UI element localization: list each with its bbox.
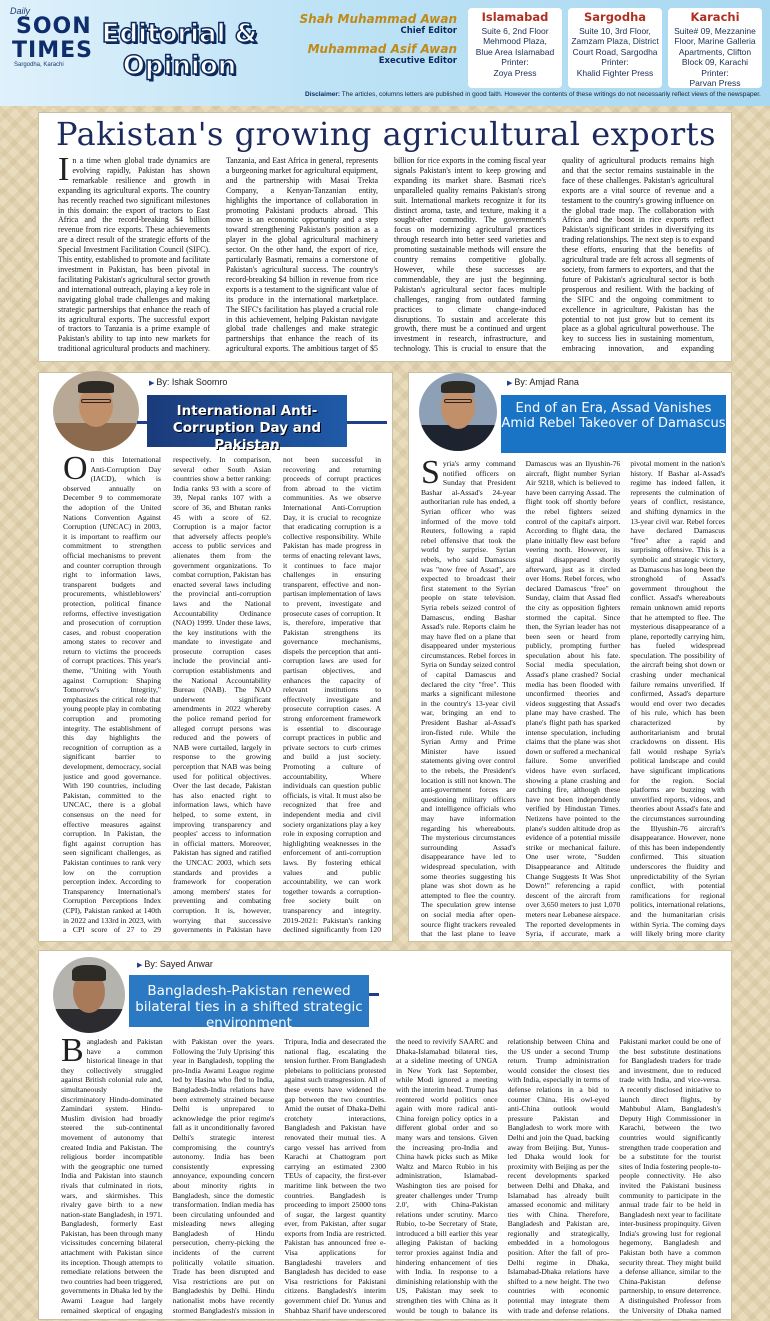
office-address-line: Block 09, Karachi [681,57,749,67]
dropcap: S [421,459,440,491]
office-islamabad [468,8,562,88]
author-photo-anwar [53,957,125,1033]
article-text: yria's army command notified officers on Sunday that President Bashar al-Assad's 24-year authoritarian rule has ended, a Syrian officer who was informed of the move told Reuters, following a rapid rebel offensive that took the world by surprise. Syrian rebels, who said Damascus was "now free of Assad", are expected to broadcast their first statement to the Syrian people on state television. Syria rebels seized control of Damascus, ending Bashar Assad's rule. Reports claim he may have fled on a plane that disappeared under mysterious circumstances. Rebel forces in Syria on Sunday seized control of capital Damascus and declared the city "free". This marks a significant milestone in the country's 13-year civil war, bringing an end to President Bashar al-Assad's iron-fisted rule. While the Syrian Army and Prime Minister have issued statements giving over control to the rebels, the President's location is still not known. The anti-government forces are questioning military officers and intelligence officials who may have information regarding his whereabouts. The mysterious circumstances surrounding Assad's disappearance have led to widespread speculation, with some theories suggesting his plane was shot down as he attempted to flee the country. The speculation grew intense on social media after open-source flight trackers revealed that the last plane to leave Damascus was an Ilyushin-76 aircraft, flight number Syrian Air 9218, which is believed to have been carrying Assad. The flight took off shortly before the rebel fighters seized control of the capital's airport. According to flight data, the plane initially flew east before veering north. However, its signal disappeared shortly afterward, just as it circled over Homs. Rebel forces, who declared Damascus "free" on Sunday, claim that Assad fled the city as opposition fighters stormed the capital. Since then, the Syrian leader has not been seen or heard from publicly, prompting further speculation about his fate. Social media speculation, Assad's plane crashed? Social media has been flooded with unconfirmed theories and videos suggesting that Assad's plane may have crashed. The plane's flight path has sparked intense speculation, including claims that the plane was shot down or suffered a mechanical failure. Some unverified videos have even surfaced, showing a plane crashing and catching fire, although these have not been independently verified by Hindustan Times. Netizens have pointed to the plane's sudden altitude drop as evidence of a potential missile strike or mechanical failure. One user wrote, "Sudden Disappearance and Altitude Change Suggests It Was Shot Down!" referencing a rapid descent of the aircraft from over 3,650 meters to just 1,070 meters near Lebanese airspace. The reported developments in Syria, if accurate, mark a pivotal moment in the nation's history. If Bashar al-Assad's regime has indeed fallen, it represents the culmination of years of conflict, resistance, and shifting dynamics in the 13-year civil war. Rebel forces have declared Damascus "free" after a rapid and surprising offensive. This is a symbolic and strategic victory, as Damascus has long been the stronghold of Assad's government throughout the conflict. Assad's whereabouts remain unknown amid reports that he attempted to flee. The mysterious disappearance of a plane, reportedly carrying him, has fueled widespread speculation. The possibility of the aircraft being shot down or crashing under mechanical failure remains unverified. If confirmed, Assad's departure would end over two decades of his rule, which has been characterized by authoritarianism and brutal crackdowns on dissent. His fall would reshape Syria's political landscape and could have significant implications for the region. Social platforms are buzzing with unverified reports, videos, and theories about Assad's fate and the circumstances surrounding the Illyushin-76 aircraft's disappearance. However, none of this has been independently confirmed. This situation underscores the fluidity and unpredictability of the Syrian conflict, with potential ramifications for regional politics, international relations, and the humanitarian crisis within Syria. The coming days will likely bring more clarity [421,459,725,939]
editor-credits [282,12,457,72]
office-list [468,8,762,88]
office-address-line: Printer: [601,57,629,67]
office-address-line: Court Road, Sargodha [572,46,658,57]
photo-shirt [53,423,139,451]
article-text: n this International Anti-Corruption Day (IACD), which is observed annually on December 9 to commemorate the adoption of the United Nations Convention Against Corruption (UNCAC) in 2003, it is important to reaffirm our commitment to strengthen official mechanisms to prevent and counter corruption through right to information laws, transparent budgets and procurements, whistleblowers' protection, political finance reforms, effective investigation and prosecution of corruption cases, and robust cooperation among states to recover and return to victims the proceeds of corrupt practices. This year's theme, "Uniting with Youth against Corruption: Shaping Tomorrow's Integrity," emphasizes the critical role that young people play in combating corruption and promoting integrity. The establishment of this day highlights the recognition of corruption as a significant barrier to development, democracy, social justice and good governance. With 190 countries, including Pakistan, committed to the UNCAC, there is a global consensus on the need for effective measures against corruption. In Pakistan, the fight against corruption has seen significant challenges, as Pakistan continues to rank very low on the corruption perception index. According to Transparency International's Corruption Perceptions Index (CPI), Pakistan ranked at 140th in 2022 and 133rd in 2023, with a CPI score of 27 to 29 respectively. In comparison, several other South Asian countries show a better ranking: India ranks 93 with a score of 39, Nepal ranks 107 with a score of 36, and Bhutan ranks 45 with a score of 62. Corruption is a major factor that adversely affects people's access to public services and alienates them from the government organizations. To combat corruption, Pakistan has enacted several laws including the provincial anti-corruption laws and the National Accountability Ordinance (NAO) 1999. Under these laws, the key institutions with the mandate to investigate and prosecute corruption cases include the provincial anti-corruption establishments and the National Accountability Bureau (NAB). The NAO underwent significant amendments in 2022 whereby the police remand period for alleged corrupt persons was reduced and the powers of NAB were curtailed, largely in response to the growing perception that NAB was being used for political objectives. Over the last decade, Pakistan has also enacted right to information laws, which have helped, to some extent, in improving transparency and peoples' access to information in official matters. Moreover, Pakistan has signed and ratified the UNCAC 2003, which sets standards and provides a framework for cooperation among members' states for preventing and combating corruption. It is, however, worrying that successive governments in Pakistan have not been successful in recovering and returning proceeds of corrupt practices from abroad to the victim communities. As we observe International Anti-Corruption Day, it is crucial to recognize that eradicating corruption is a collective responsibility. While Pakistan has made progress in terms of enacting relevant laws, it continues to face major challenges in ensuring transparent, effective and non-partisan implementation of laws to prevent, investigate and prosecute cases of corruption. It is, therefore, imperative that Pakistan strengthens its governance mechanisms, dispels the perception that anti-corruption laws are used for partisan objectives, and enhances the capacity of relevant institutions to effectively investigate and prosecute corruption cases. A strong enforcement framework is essential to discourage corrupt practices in public and private sectors to curb crimes and build a just society. Promoting a culture of accountability, Where individuals can question public officials, is vital. It must also be recognized that free and independent media and civil society organizations play a key role in exposing corruption and highlighting weaknesses in the enforcement of anti-corruption laws. By fostering ethical values and public accountability, we can work together towards a corruption-free society built on transparency and integrity. 2019-2021: Pakistan's ranking declined significantly from 120 [63,455,381,935]
author-photo-soomro [53,371,139,451]
office-sargodha [568,8,662,88]
logo-tagline: Sargodha, Karachi [14,62,64,68]
photo-hair [441,381,475,393]
article-anti-corruption [38,372,393,942]
office-city: Islamabad [481,10,549,24]
logo-daily: Daily [10,6,31,16]
byline-soomro[interactable]: ▶ By: Ishak Soomro [149,377,227,387]
disclaimer-label: Disclaimer: [305,91,341,98]
logo-times: TIMES [12,38,93,63]
office-address-line: Printer: [501,57,529,67]
office-address-line: Khalid Fighter Press [576,67,654,78]
office-address-line: Suite# 09, Mezzanine [674,25,756,36]
office-address-line: Parvan Press [689,78,741,88]
disclaimer-text: The articles, columns letters are published in good faith. However the contents of these writings do not necessarily reflect views of the newspaper. [341,91,761,98]
section-title-line1: Editorial & [101,19,258,49]
author-photo-rana [419,373,497,451]
exec-editor-name: Muhammad Asif Awan [307,42,457,56]
article-anti-corruption-body [63,455,381,939]
dropcap: O [63,455,88,487]
section-title-line2: Opinion [122,51,237,81]
photo-hair [72,965,106,981]
lead-dropcap: I [58,156,70,188]
lead-title: Pakistan's growing agricultural exports [55,115,716,153]
office-city: Karachi [690,10,740,24]
exec-editor-role: Executive Editor [378,56,457,66]
office-address-line: Mehmood Plaza, [483,36,547,46]
article-bangladesh [38,950,732,1320]
photo-glasses [444,399,472,403]
photo-glasses [81,399,111,403]
headline-bangladesh: Bangladesh-Pakistan renewed bilateral ties in a shifted strategic environment [129,975,369,1027]
byline-rana[interactable]: ▶ By: Amjad Rana [507,377,579,387]
lead-body [58,156,714,356]
office-address-line: Apartments, Clifton [678,46,752,57]
photo-hair [78,381,114,393]
section-title [92,18,267,100]
article-syria-body [421,459,725,939]
masthead [0,0,770,106]
headline-anti-corruption: International Anti-Corruption Day and Pakistan [147,395,347,447]
office-address-line: Blue Area Islamabad [475,46,555,57]
office-address-line: Floor, Marine Galleria [674,36,756,46]
logo-soon: SOON [16,14,92,39]
chief-editor-role: Chief Editor [400,26,457,36]
chief-editor-name: Shah Muhammad Awan [299,12,457,26]
article-syria [408,372,732,942]
office-address-line: Suite 6, 2nd Floor [481,25,549,36]
office-karachi [668,8,762,88]
office-address-line: Suite 10, 3rd Floor, [579,25,651,36]
headline-syria: End of an Era, Assad Vanishes Amid Rebel Takeover of Damascus [501,395,726,453]
disclaimer [305,91,765,103]
office-address-line: Zamzam Plaza, District [571,36,659,46]
lead-text: n a time when global trade dynamics are evolving rapidly, Pakistan has shown remarkable resilience and growth in expanding its agricultural exports. The country has recently reached two significant milestones in this domain: the export of tractors to East Africa and the record-breaking $4 billion revenue from rice exports. These achievements are a direct result of the strategic efforts of the Special Investment Facilitation Council (SIFC). This entity, established to promote and facilitate investment in Pakistan, has been pivotal in facilitating Pakistan's agricultural sector growth and international outreach, playing a key role in navigating global trade challenges and making strategic partnerships that enhance the reach of its agricultural exports. The successful export of tractors to Tanzania is a prime example of Pakistan's ability to tap into new markets for traditional agricultural products and machinery. Tanzania, and East Africa in general, represents a burgeoning market for agricultural equipment, and the partnership with Masai Trekta Company, a Kenyan-Tanzanian entity, highlights the importance of collaboration in promoting Pakistani products abroad. This move is an economic opportunity and a step toward strengthening Pakistan's position as a player in the global agricultural machinery sector. On the other hand, the export of rice, particularly Basmati, remains a cornerstone of Pakistan's agricultural success. The country's record-breaking $4 billion in revenue from rice exports is a testament to the significant value of its produce in the international marketplace. The SIFC's facilitation has played a crucial role in this achievement, helping Pakistan navigate global trade challenges and make strategic partnerships that enhance the reach of its agricultural exports. The ambitious target of $5 billion for rice exports in the coming fiscal year signals Pakistan's intent to keep growing and expanding its market share. Basmati rice's unparalleled quality remains Pakistan's strong suit. International markets recognize it for its distinct aroma, taste, and texture, making it a sought-after commodity. The government's focus on modernizing agricultural practices through research into better seed varieties and promoting sustainable methods will ensure the country remains competitive globally. However, while these successes are commendable, they are just the beginning. Pakistan's agricultural sector faces multiple challenges, ranging from outdated farming practices to climate change-induced disruptions. To sustain and accelerate this growth, there must be a continued and urgent investment in research, infrastructure, and technology. This is crucial to ensure that the quality of agricultural products remains high and that the sector remains sustainable in the face of these challenges. Pakistan's agricultural exports are a vital source of revenue and a testament to the country's growing influence on the global trade map. The collaboration with Africa and the boost in rice exports reflect Pakistan's significant strides in diversifying its trading relationships. The next step is to expand these efforts, ensuring that the benefits of agricultural trade are felt across all segments of society, from farmers to exporters, and that the future of Pakistan's agricultural sector is both prosperous and resilient. With the backing of the SIFC and the ongoing commitment to excellence in agriculture, Pakistan has the potential to not just grow but to cement its place as a global agricultural powerhouse. The key to success lies in sustaining momentum, embracing innovation, and expanding [58,156,714,354]
newspaper-logo[interactable] [8,4,93,70]
article-bangladesh-body [61,1037,721,1317]
dropcap: B [61,1037,84,1069]
article-text: angladesh and Pakistan have a common historical lineage in that they collectively struggled against British colonial rule and, simultaneously the discriminatory Hindu-dominated Zamindari system. Hindu-Muslim division had broadly steered the sub-continental movement of autonomy that created India and Pakistan. The religious border incompatible with the geographic one turned India and Pakistan into staunch rivals that culminated in riots, wars, and skirmishes. This rivalry gave birth to a new nation-state Bangladesh, in 1971. Bangladesh, formerly East Pakistan, has been through many vicissitudes concerning bilateral attachment with Pakistan since its inception. Though attempts to remediate relations between the two countries had been triggered, governments in Dhaka led by the Awami League had largely remained skeptical of engaging with Pakistan over the years. Following the 'July Uprising' this year in Bangladesh, toppling the pro-India Awami League regime led by Hasina who fled to India, Bangladesh-India relations have been extremely strained because Delhi is unprepared to acknowledge the prior regime's fall as it unconditionally favored Delhi's strategic interest compromising the country's autonomy. India has been consistently expressing annoyance, expounding concern about minority rights in Bangladesh, since the domestic transformation. Indian media has been circulating unfounded and misleading news alleging Bangladesh of Hindu persecution, cherry-picking the incidents of the current politically volatile situation. Trade has been disrupted and Visa restrictions are put on Bangladeshis by Delhi. Hindu nationalist mobs have recently stormed Bangladesh's mission in Tripura, India and desecrated the national flag, escalating the tension further. From Bangladesh plebeians to politicians protested against such transgression. All of these events have widened the gap between the two countries. Amid the outset of Dhaka-Delhi crotchety interactions, Bangladesh and Pakistan have renovated their mutual ties. A cargo vessel has arrived from Karachi at Chattogram port carrying an estimated 2300 TEUs of capacity, the first-ever maritime link between the two countries. Bangladesh is proceeding to import 25000 tons of sugar, the largest quantity ever, from Pakistan, after sugar exports from India are restricted. Pakistan has announced free e-Visa applications for Bangladeshi travelers and Bangladesh has decided to ease Visa restrictions for Pakistani citizens. Bangladesh's interim government chief Dr. Yunus and Shahbaz Sharif have underscored the need to revivify SAARC and Dhaka-Islamabad bilateral ties, at a sideline meeting of UNGA in New York last September, while Modi ignored a meeting with the interim head. Trump has reentered world politics once again with more radical anti-China foreign policy optics in a different global order and so many wars and tensions. Given the increasing pro-India and China hawk picks such as Mike Waltz and Marco Rubio in his administration, Islamabad-Washington ties are poised for greater challenges under 'Trump 2.0', with China-Pakistan relations under scrutiny. Marco Rubio, to-be Secretary of State, introduced a bill earlier this year alleging Pakistan of backing terror proxies against India and hindering enhancement of ties with India. In response to a diminishing relationship with the US, Pakistan may seek to strengthen ties with China as it would be tough to balance its relationship between China and the US under a second Trump return. Trump administration would consider the closest ties with India, especially in terms of defense relations in a bid to counter China. His owl-eyed anti-China outlook would pressure Pakistan and Bangladesh to work more with Delhi and join the Quad, backing away from Beijing. But, Yunus-led Dhaka would look for proximity with Beijing as per the recent developments sparked between Delhi and Dhaka, and Islamabad has already built amassed economic and military ties with China. Therefore, Bangladesh and Pakistan are, regionally and strategically, embedded in a homologous position. After the fall of pro-Delhi regime in Dhaka, Islamabad-Dhaka relations have shifted to a new height. The two countries with economic potential may integrate them with trade and defense relations. Pakistani market could be one of the best substitute destinations for Bangladesh traders for trade and investment, due to reduced trade with India, and vice-versa. A recently disclosed initiative to launch direct flights, by Mahbubul Alam, Bangladesh's Deputy High Commissioner in Karachi, between the two countries would significantly strengthen trade cooperation and be a substitute for the tourist sites of India fostering people-to-people connectivity. He also invited the Pakistani business community to participate in the annual trade fair to be held in Bangladesh next year to facilitate inter-business propinquity. Given India's growing lust for regional hegemony, Bangladesh and Pakistan both have a common security threat. They might build a defense alliance, similar to the China-Pakistan defense partnership, to ensure deterrence. A distinguished Professor from the University of Dhaka named [61,1037,721,1315]
office-address-line: Zoya Press [493,67,537,78]
byline-anwar[interactable]: ▶ By: Sayed Anwar [137,959,213,969]
office-address-line: Printer: [701,67,729,78]
office-city: Sargodha [583,10,647,24]
